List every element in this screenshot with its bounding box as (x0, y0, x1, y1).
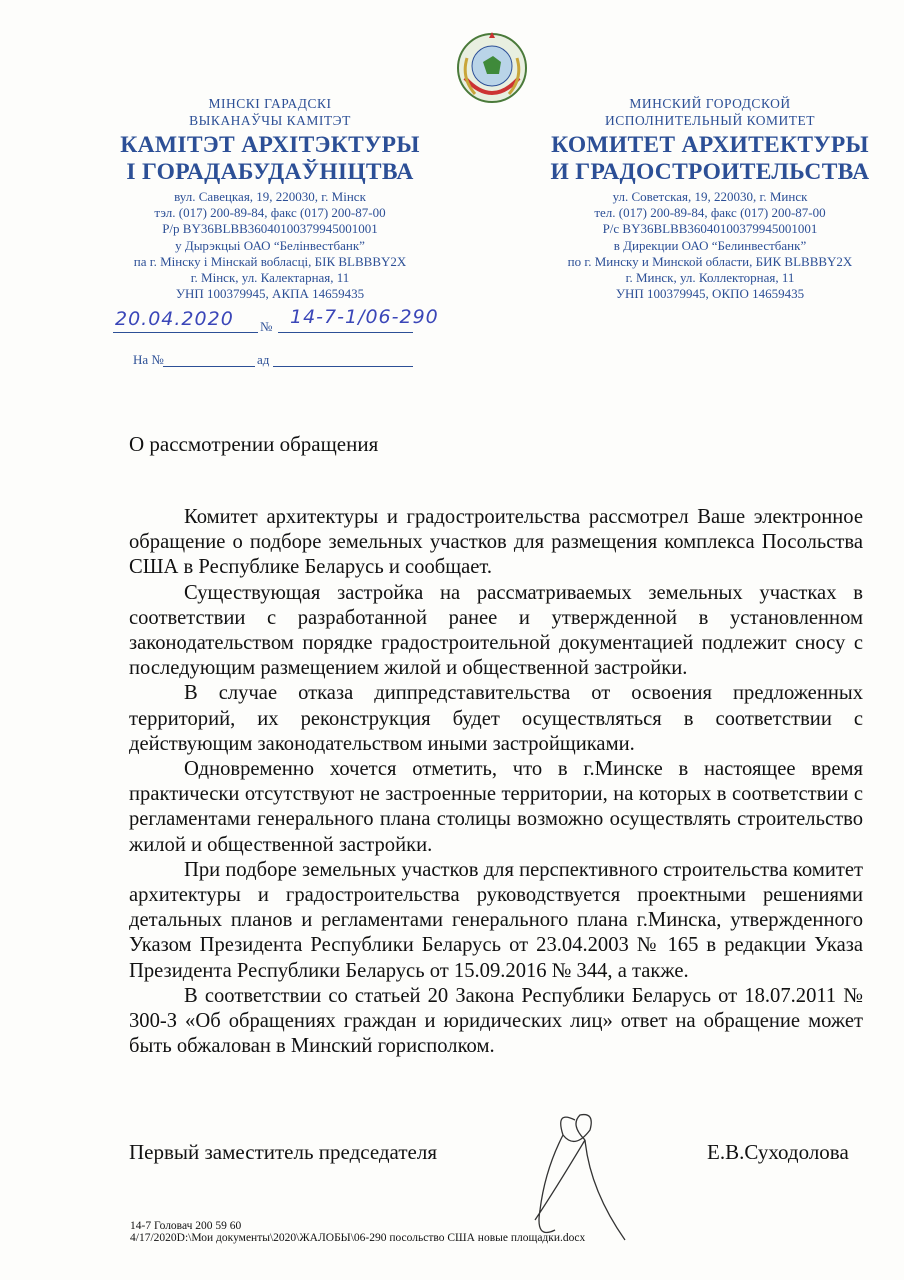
letterhead-belarusian (100, 95, 440, 302)
handwritten-date: 20.04.2020 (115, 308, 234, 330)
file-path: 4/17/2020D:\Мои документы\2020\ЖАЛОБЫ\06-290 посольство США новые площадки.docx (130, 1232, 586, 1244)
signatory-name: Е.В.Суходолова (707, 1140, 849, 1164)
address-block (100, 189, 440, 302)
letterhead-russian (540, 95, 880, 302)
body-paragraph: Комитет архитектуры и градостроительства рассмотрел Ваше электронное обращение о подборе земельных участков для размещения комплекса Посольства США в Республике Беларусь и сообщает. (129, 506, 863, 579)
ref-number-line (163, 366, 255, 367)
body-paragraph: Одновременно хочется отметить, что в г.Минске в настоящее время практически отсутствуют не застроенные территории, на которых в соответствии с регламентами генерального плана столицы возможно осуществлять строительство жилой и общественной застройки. (129, 758, 863, 856)
org-line: ИСПОЛНИТЕЛЬНЫЙ КОМИТЕТ (604, 113, 815, 128)
address-line: г. Мінск, ул. Калектарная, 11 (190, 270, 350, 286)
address-line: тел. (017) 200-89-84, факс (017) 200-87-00 (594, 205, 826, 221)
address-line: Р/с BY36BLBB36040100379945001001 (602, 221, 818, 237)
footer (130, 1220, 585, 1244)
body-paragraph: В случае отказа диппредставительства от освоения предложенных территорий, их реконструкция будет осуществляться в соответствии с действующим законодательством иными застройщиками. (129, 682, 863, 755)
address-line: УНП 100379945, АКПА 14659435 (175, 286, 365, 302)
state-emblem-icon (453, 28, 531, 108)
address-line: в Дирекции ОАО “Белинвестбанк” (613, 237, 807, 253)
committee-title (540, 132, 880, 186)
address-line: УНП 100379945, ОКПО 14659435 (615, 286, 805, 302)
address-line: па г. Мінску і Мінскай вобласці, БІК BLBBBY2X (133, 253, 407, 269)
org-line: ВЫКАНАЎЧЫ КАМІТЭТ (189, 113, 351, 128)
address-line: ул. Советская, 19, 220030, г. Минск (612, 189, 808, 204)
address-block (540, 189, 880, 302)
letter-subject: О рассмотрении обращения (129, 432, 379, 456)
org-line: МИНСКИЙ ГОРОДСКОЙ (629, 96, 791, 111)
ref-date-line (273, 366, 413, 367)
org-line: МІНСКІ ГАРАДСКІ (208, 96, 332, 111)
address-line: у Дырэкцыі ОАО “Белінвестбанк” (175, 237, 365, 253)
handwritten-number: 14-7-1/06-290 (290, 306, 439, 328)
title-line: І ГОРАДАБУДАЎНІЦТВА (126, 159, 414, 185)
title-line: КАМІТЭТ АРХІТЭКТУРЫ (120, 132, 420, 158)
address-line: вул. Савецкая, 19, 220030, г. Мінск (174, 189, 366, 204)
letter-body (129, 505, 863, 1059)
number-label: № (260, 319, 273, 334)
ref-number-label: На № (133, 352, 164, 367)
body-paragraph: При подборе земельных участков для перспективного строительства комитет архитектуры и градостроительства руководствуется проектными решениями детальных планов и регламентами генерального плана г.Минска, утвержденного Указом Президента Республики Беларусь от 23.04.2003 № 165 в редакции Указа Президента Республики Беларусь от 15.09.2016 № 344, а также. (129, 858, 863, 982)
address-line: по г. Минску и Минской области, БИК BLBBBY2X (567, 253, 853, 269)
handwritten-signature (515, 1100, 705, 1280)
executor-info: 14-7 Головач 200 59 60 (130, 1220, 242, 1232)
address-line: Р/р BY36BLBB36040100379945001001 (162, 221, 378, 237)
address-line: тэл. (017) 200-89-84, факс (017) 200-87-00 (154, 205, 386, 221)
body-paragraph: Существующая застройка на рассматриваемых земельных участках в соответствии с разработанной ранее и утвержденной в установленном законодательством порядке градостроительной документацией подлежит сносу с последующим размещением жилой и общественной застройки. (129, 581, 863, 680)
ref-from-label: ад (257, 352, 270, 367)
date-line (113, 332, 258, 333)
title-line: КОМИТЕТ АРХИТЕКТУРЫ (551, 132, 869, 158)
address-line: г. Минск, ул. Коллекторная, 11 (625, 270, 795, 286)
title-line: И ГРАДОСТРОИТЕЛЬСТВА (550, 159, 870, 185)
signatory-title: Первый заместитель председателя (129, 1140, 437, 1164)
body-paragraph: В соответствии со статьей 20 Закона Республики Беларусь от 18.07.2011 № 300-З «Об обращениях граждан и юридических лиц» ответ на обращение может быть обжалован в Минский горисполком. (129, 984, 863, 1058)
number-line (278, 332, 413, 333)
committee-title (100, 132, 440, 186)
